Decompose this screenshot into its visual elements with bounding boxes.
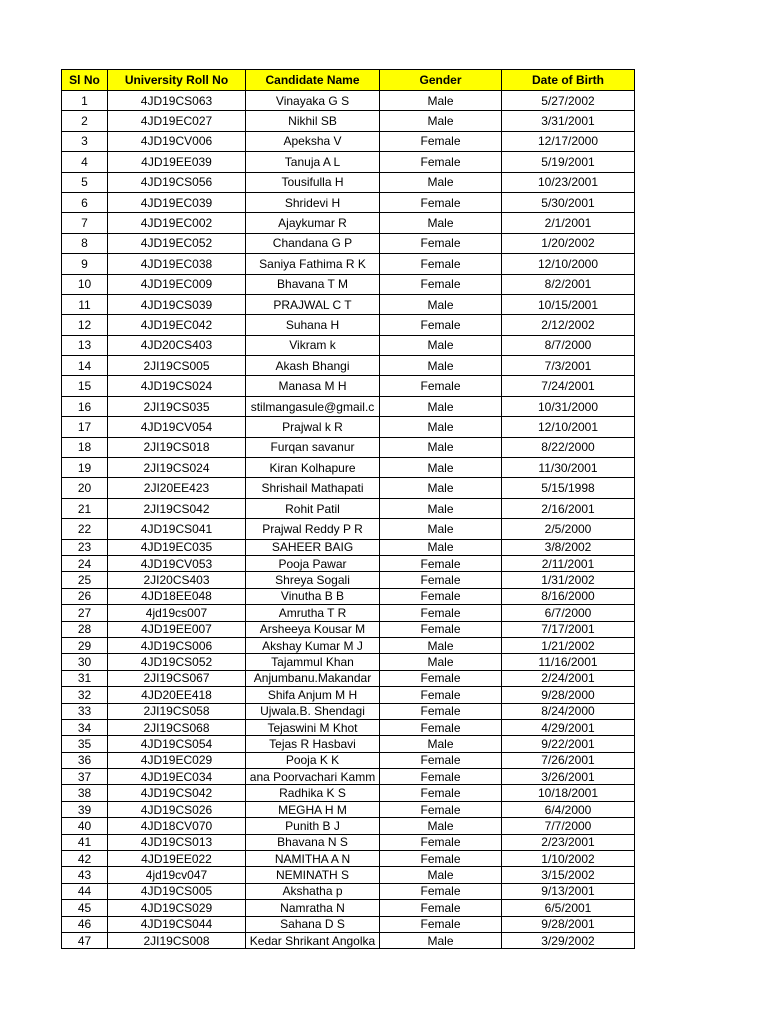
cell-gender: Female (380, 254, 502, 274)
table-row (62, 294, 635, 314)
table-row (62, 396, 635, 416)
cell-candidate-name: PRAJWAL C T (246, 294, 380, 314)
cell-roll-no: 4JD19CS056 (108, 172, 246, 192)
cell-gender: Female (380, 851, 502, 867)
cell-roll-no: 4JD19CS005 (108, 883, 246, 899)
cell-roll-no: 4JD19EE039 (108, 152, 246, 172)
cell-gender: Male (380, 519, 502, 539)
table-row (62, 769, 635, 785)
cell-gender: Male (380, 637, 502, 653)
table-row (62, 932, 635, 948)
cell-candidate-name: Saniya Fathima R K (246, 254, 380, 274)
cell-gender: Female (380, 769, 502, 785)
cell-sl-no: 40 (62, 818, 108, 834)
table-row (62, 192, 635, 212)
cell-gender: Female (380, 834, 502, 850)
cell-roll-no: 4JD19EC009 (108, 274, 246, 294)
cell-sl-no: 2 (62, 111, 108, 131)
cell-date-of-birth: 2/23/2001 (502, 834, 635, 850)
cell-gender: Female (380, 152, 502, 172)
cell-sl-no: 34 (62, 719, 108, 735)
cell-candidate-name: Bhavana T M (246, 274, 380, 294)
cell-roll-no: 4JD19EE007 (108, 621, 246, 637)
cell-gender: Male (380, 213, 502, 233)
table-row (62, 498, 635, 518)
cell-date-of-birth: 9/22/2001 (502, 736, 635, 752)
cell-candidate-name: Punith B J (246, 818, 380, 834)
cell-date-of-birth: 7/17/2001 (502, 621, 635, 637)
cell-roll-no: 4JD18EE048 (108, 588, 246, 604)
cell-candidate-name: Apeksha V (246, 131, 380, 151)
table-row (62, 670, 635, 686)
cell-gender: Male (380, 111, 502, 131)
cell-date-of-birth: 3/31/2001 (502, 111, 635, 131)
cell-candidate-name: Kiran Kolhapure (246, 458, 380, 478)
cell-gender: Female (380, 131, 502, 151)
cell-sl-no: 44 (62, 883, 108, 899)
table-row (62, 91, 635, 111)
cell-sl-no: 46 (62, 916, 108, 932)
cell-date-of-birth: 5/15/1998 (502, 478, 635, 498)
cell-sl-no: 7 (62, 213, 108, 233)
table-row (62, 539, 635, 555)
cell-roll-no: 4JD19CV006 (108, 131, 246, 151)
table-row (62, 834, 635, 850)
table-row (62, 687, 635, 703)
cell-roll-no: 4JD19CS054 (108, 736, 246, 752)
cell-date-of-birth: 3/15/2002 (502, 867, 635, 883)
cell-candidate-name: Tajammul Khan (246, 654, 380, 670)
table-row (62, 376, 635, 396)
cell-candidate-name: Rohit Patil (246, 498, 380, 518)
cell-date-of-birth: 7/3/2001 (502, 356, 635, 376)
cell-candidate-name: Tanuja A L (246, 152, 380, 172)
table-row (62, 458, 635, 478)
cell-candidate-name: Shreya Sogali (246, 572, 380, 588)
header-university-roll-no: University Roll No (108, 70, 246, 91)
cell-date-of-birth: 3/26/2001 (502, 769, 635, 785)
cell-roll-no: 4JD19EC039 (108, 192, 246, 212)
cell-date-of-birth: 3/8/2002 (502, 539, 635, 555)
table-row (62, 254, 635, 274)
table-row (62, 588, 635, 604)
cell-sl-no: 15 (62, 376, 108, 396)
cell-sl-no: 29 (62, 637, 108, 653)
table-row (62, 605, 635, 621)
cell-candidate-name: Tejas R Hasbavi (246, 736, 380, 752)
cell-roll-no: 4jd19cs007 (108, 605, 246, 621)
cell-sl-no: 20 (62, 478, 108, 498)
table-row (62, 801, 635, 817)
cell-roll-no: 2JI19CS018 (108, 437, 246, 457)
cell-sl-no: 47 (62, 932, 108, 948)
cell-gender: Female (380, 900, 502, 916)
cell-candidate-name: stilmangasule@gmail.c (246, 396, 380, 416)
cell-date-of-birth: 2/12/2002 (502, 315, 635, 335)
cell-roll-no: 4JD19CS052 (108, 654, 246, 670)
cell-date-of-birth: 2/5/2000 (502, 519, 635, 539)
cell-date-of-birth: 11/30/2001 (502, 458, 635, 478)
cell-sl-no: 28 (62, 621, 108, 637)
cell-roll-no: 2JI19CS042 (108, 498, 246, 518)
cell-sl-no: 11 (62, 294, 108, 314)
cell-roll-no: 4JD19CS026 (108, 801, 246, 817)
cell-date-of-birth: 8/2/2001 (502, 274, 635, 294)
table-row (62, 274, 635, 294)
cell-roll-no: 2JI20EE423 (108, 478, 246, 498)
cell-date-of-birth: 7/24/2001 (502, 376, 635, 396)
cell-gender: Female (380, 703, 502, 719)
cell-roll-no: 4JD19CS039 (108, 294, 246, 314)
cell-sl-no: 5 (62, 172, 108, 192)
cell-roll-no: 4JD19CS063 (108, 91, 246, 111)
cell-sl-no: 18 (62, 437, 108, 457)
cell-gender: Female (380, 605, 502, 621)
cell-sl-no: 12 (62, 315, 108, 335)
cell-sl-no: 41 (62, 834, 108, 850)
cell-date-of-birth: 3/29/2002 (502, 932, 635, 948)
cell-roll-no: 4JD19CS042 (108, 785, 246, 801)
cell-candidate-name: Akshay Kumar M J (246, 637, 380, 653)
cell-sl-no: 35 (62, 736, 108, 752)
cell-date-of-birth: 12/10/2000 (502, 254, 635, 274)
cell-sl-no: 1 (62, 91, 108, 111)
cell-sl-no: 36 (62, 752, 108, 768)
cell-sl-no: 13 (62, 335, 108, 355)
cell-gender: Male (380, 356, 502, 376)
cell-date-of-birth: 8/22/2000 (502, 437, 635, 457)
table-row (62, 851, 635, 867)
student-table (61, 69, 635, 949)
cell-sl-no: 38 (62, 785, 108, 801)
cell-gender: Male (380, 396, 502, 416)
cell-candidate-name: Anjumbanu.Makandar (246, 670, 380, 686)
table-row (62, 752, 635, 768)
table-row (62, 152, 635, 172)
table-row (62, 417, 635, 437)
header-sl-no: Sl No (62, 70, 108, 91)
cell-sl-no: 8 (62, 233, 108, 253)
cell-roll-no: 4JD19CS013 (108, 834, 246, 850)
cell-roll-no: 4JD19CS041 (108, 519, 246, 539)
cell-candidate-name: Suhana H (246, 315, 380, 335)
cell-sl-no: 4 (62, 152, 108, 172)
cell-roll-no: 4JD19EC052 (108, 233, 246, 253)
cell-date-of-birth: 10/23/2001 (502, 172, 635, 192)
cell-gender: Male (380, 458, 502, 478)
cell-date-of-birth: 5/19/2001 (502, 152, 635, 172)
cell-date-of-birth: 2/11/2001 (502, 555, 635, 571)
cell-candidate-name: Vinutha B B (246, 588, 380, 604)
cell-gender: Female (380, 687, 502, 703)
table-row (62, 172, 635, 192)
header-date-of-birth: Date of Birth (502, 70, 635, 91)
cell-roll-no: 4JD20CS403 (108, 335, 246, 355)
cell-candidate-name: Akshatha p (246, 883, 380, 899)
cell-date-of-birth: 9/13/2001 (502, 883, 635, 899)
cell-date-of-birth: 6/4/2000 (502, 801, 635, 817)
cell-candidate-name: MEGHA H M (246, 801, 380, 817)
cell-date-of-birth: 2/1/2001 (502, 213, 635, 233)
cell-gender: Male (380, 417, 502, 437)
cell-sl-no: 37 (62, 769, 108, 785)
table-row (62, 213, 635, 233)
cell-candidate-name: Furqan savanur (246, 437, 380, 457)
table-body (62, 91, 635, 949)
table-row (62, 900, 635, 916)
cell-candidate-name: NEMINATH S (246, 867, 380, 883)
cell-gender: Female (380, 315, 502, 335)
table-row (62, 233, 635, 253)
table-row (62, 519, 635, 539)
cell-date-of-birth: 10/15/2001 (502, 294, 635, 314)
table-row (62, 621, 635, 637)
cell-gender: Male (380, 539, 502, 555)
cell-sl-no: 27 (62, 605, 108, 621)
cell-sl-no: 43 (62, 867, 108, 883)
cell-sl-no: 42 (62, 851, 108, 867)
cell-date-of-birth: 5/30/2001 (502, 192, 635, 212)
cell-date-of-birth: 12/17/2000 (502, 131, 635, 151)
cell-sl-no: 9 (62, 254, 108, 274)
cell-candidate-name: Shridevi H (246, 192, 380, 212)
cell-sl-no: 24 (62, 555, 108, 571)
cell-sl-no: 22 (62, 519, 108, 539)
cell-gender: Female (380, 785, 502, 801)
cell-date-of-birth: 1/21/2002 (502, 637, 635, 653)
cell-candidate-name: Tejaswini M Khot (246, 719, 380, 735)
table-row (62, 818, 635, 834)
cell-gender: Female (380, 233, 502, 253)
cell-roll-no: 4JD18CV070 (108, 818, 246, 834)
cell-candidate-name: Prajwal Reddy P R (246, 519, 380, 539)
cell-date-of-birth: 5/27/2002 (502, 91, 635, 111)
table-row (62, 883, 635, 899)
cell-gender: Male (380, 91, 502, 111)
cell-gender: Female (380, 555, 502, 571)
cell-date-of-birth: 2/16/2001 (502, 498, 635, 518)
cell-roll-no: 2JI19CS024 (108, 458, 246, 478)
cell-roll-no: 2JI19CS058 (108, 703, 246, 719)
cell-roll-no: 4JD19CV053 (108, 555, 246, 571)
cell-sl-no: 26 (62, 588, 108, 604)
cell-date-of-birth: 7/7/2000 (502, 818, 635, 834)
cell-roll-no: 4JD19EC029 (108, 752, 246, 768)
cell-roll-no: 4JD19CS029 (108, 900, 246, 916)
cell-roll-no: 2JI20CS403 (108, 572, 246, 588)
table-row (62, 478, 635, 498)
cell-gender: Female (380, 192, 502, 212)
cell-candidate-name: Shrishail Mathapati (246, 478, 380, 498)
cell-candidate-name: Akash Bhangi (246, 356, 380, 376)
cell-date-of-birth: 1/20/2002 (502, 233, 635, 253)
cell-candidate-name: ana Poorvachari Kamm (246, 769, 380, 785)
cell-candidate-name: Tousifulla H (246, 172, 380, 192)
table-row (62, 131, 635, 151)
table-row (62, 315, 635, 335)
cell-sl-no: 25 (62, 572, 108, 588)
cell-roll-no: 4JD19EE022 (108, 851, 246, 867)
cell-gender: Female (380, 719, 502, 735)
table-row (62, 572, 635, 588)
cell-gender: Male (380, 932, 502, 948)
header-row (62, 70, 635, 91)
cell-sl-no: 6 (62, 192, 108, 212)
cell-candidate-name: Vikram k (246, 335, 380, 355)
cell-roll-no: 2JI19CS008 (108, 932, 246, 948)
cell-date-of-birth: 4/29/2001 (502, 719, 635, 735)
cell-sl-no: 10 (62, 274, 108, 294)
cell-gender: Female (380, 801, 502, 817)
cell-candidate-name: Arsheeya Kousar M (246, 621, 380, 637)
cell-gender: Female (380, 670, 502, 686)
cell-roll-no: 4JD19CS024 (108, 376, 246, 396)
cell-gender: Male (380, 818, 502, 834)
cell-candidate-name: Nikhil SB (246, 111, 380, 131)
table-row (62, 719, 635, 735)
table-row (62, 335, 635, 355)
cell-candidate-name: Sahana D S (246, 916, 380, 932)
cell-gender: Male (380, 478, 502, 498)
cell-gender: Female (380, 376, 502, 396)
cell-candidate-name: Chandana G P (246, 233, 380, 253)
cell-candidate-name: Pooja Pawar (246, 555, 380, 571)
cell-candidate-name: Amrutha T R (246, 605, 380, 621)
cell-gender: Female (380, 916, 502, 932)
cell-sl-no: 30 (62, 654, 108, 670)
cell-sl-no: 23 (62, 539, 108, 555)
cell-date-of-birth: 2/24/2001 (502, 670, 635, 686)
cell-sl-no: 32 (62, 687, 108, 703)
cell-date-of-birth: 8/16/2000 (502, 588, 635, 604)
cell-gender: Male (380, 294, 502, 314)
cell-gender: Male (380, 498, 502, 518)
cell-sl-no: 3 (62, 131, 108, 151)
cell-sl-no: 17 (62, 417, 108, 437)
table-row (62, 654, 635, 670)
cell-candidate-name: Namratha N (246, 900, 380, 916)
cell-roll-no: 4JD19EC035 (108, 539, 246, 555)
cell-date-of-birth: 9/28/2000 (502, 687, 635, 703)
table-row (62, 356, 635, 376)
cell-gender: Male (380, 172, 502, 192)
cell-roll-no: 4JD19EC027 (108, 111, 246, 131)
cell-date-of-birth: 1/31/2002 (502, 572, 635, 588)
cell-roll-no: 4JD20EE418 (108, 687, 246, 703)
header-gender: Gender (380, 70, 502, 91)
table-row (62, 555, 635, 571)
cell-date-of-birth: 9/28/2001 (502, 916, 635, 932)
cell-gender: Male (380, 335, 502, 355)
cell-candidate-name: Ajaykumar R (246, 213, 380, 233)
cell-date-of-birth: 8/7/2000 (502, 335, 635, 355)
cell-sl-no: 33 (62, 703, 108, 719)
cell-gender: Male (380, 867, 502, 883)
cell-candidate-name: Bhavana N S (246, 834, 380, 850)
cell-roll-no: 4JD19EC002 (108, 213, 246, 233)
table-row (62, 736, 635, 752)
cell-date-of-birth: 7/26/2001 (502, 752, 635, 768)
cell-roll-no: 4JD19CS044 (108, 916, 246, 932)
cell-sl-no: 21 (62, 498, 108, 518)
table-row (62, 785, 635, 801)
table-row (62, 916, 635, 932)
cell-roll-no: 4JD19CV054 (108, 417, 246, 437)
cell-candidate-name: NAMITHA A N (246, 851, 380, 867)
cell-roll-no: 4JD19CS006 (108, 637, 246, 653)
cell-date-of-birth: 11/16/2001 (502, 654, 635, 670)
cell-roll-no: 4JD19EC038 (108, 254, 246, 274)
cell-roll-no: 2JI19CS068 (108, 719, 246, 735)
cell-roll-no: 2JI19CS005 (108, 356, 246, 376)
cell-candidate-name: Shifa Anjum M H (246, 687, 380, 703)
cell-date-of-birth: 8/24/2000 (502, 703, 635, 719)
table-row (62, 111, 635, 131)
cell-candidate-name: Prajwal k R (246, 417, 380, 437)
cell-candidate-name: SAHEER BAIG (246, 539, 380, 555)
cell-sl-no: 39 (62, 801, 108, 817)
cell-gender: Female (380, 572, 502, 588)
cell-gender: Female (380, 274, 502, 294)
cell-candidate-name: Vinayaka G S (246, 91, 380, 111)
table-row (62, 703, 635, 719)
cell-date-of-birth: 10/18/2001 (502, 785, 635, 801)
cell-gender: Male (380, 736, 502, 752)
table-row (62, 637, 635, 653)
cell-date-of-birth: 10/31/2000 (502, 396, 635, 416)
cell-gender: Female (380, 752, 502, 768)
cell-roll-no: 2JI19CS035 (108, 396, 246, 416)
cell-date-of-birth: 6/5/2001 (502, 900, 635, 916)
cell-gender: Female (380, 883, 502, 899)
cell-date-of-birth: 1/10/2002 (502, 851, 635, 867)
cell-candidate-name: Radhika K S (246, 785, 380, 801)
cell-gender: Female (380, 621, 502, 637)
cell-date-of-birth: 12/10/2001 (502, 417, 635, 437)
cell-roll-no: 4JD19EC042 (108, 315, 246, 335)
cell-roll-no: 4JD19EC034 (108, 769, 246, 785)
cell-candidate-name: Ujwala.B. Shendagi (246, 703, 380, 719)
cell-sl-no: 16 (62, 396, 108, 416)
cell-roll-no: 2JI19CS067 (108, 670, 246, 686)
cell-candidate-name: Pooja K K (246, 752, 380, 768)
cell-date-of-birth: 6/7/2000 (502, 605, 635, 621)
cell-roll-no: 4jd19cv047 (108, 867, 246, 883)
cell-candidate-name: Kedar Shrikant Angolka (246, 932, 380, 948)
cell-sl-no: 45 (62, 900, 108, 916)
table-row (62, 437, 635, 457)
cell-candidate-name: Manasa M H (246, 376, 380, 396)
header-candidate-name: Candidate Name (246, 70, 380, 91)
cell-sl-no: 14 (62, 356, 108, 376)
cell-gender: Female (380, 588, 502, 604)
cell-sl-no: 19 (62, 458, 108, 478)
cell-gender: Male (380, 654, 502, 670)
cell-sl-no: 31 (62, 670, 108, 686)
cell-gender: Male (380, 437, 502, 457)
table-row (62, 867, 635, 883)
